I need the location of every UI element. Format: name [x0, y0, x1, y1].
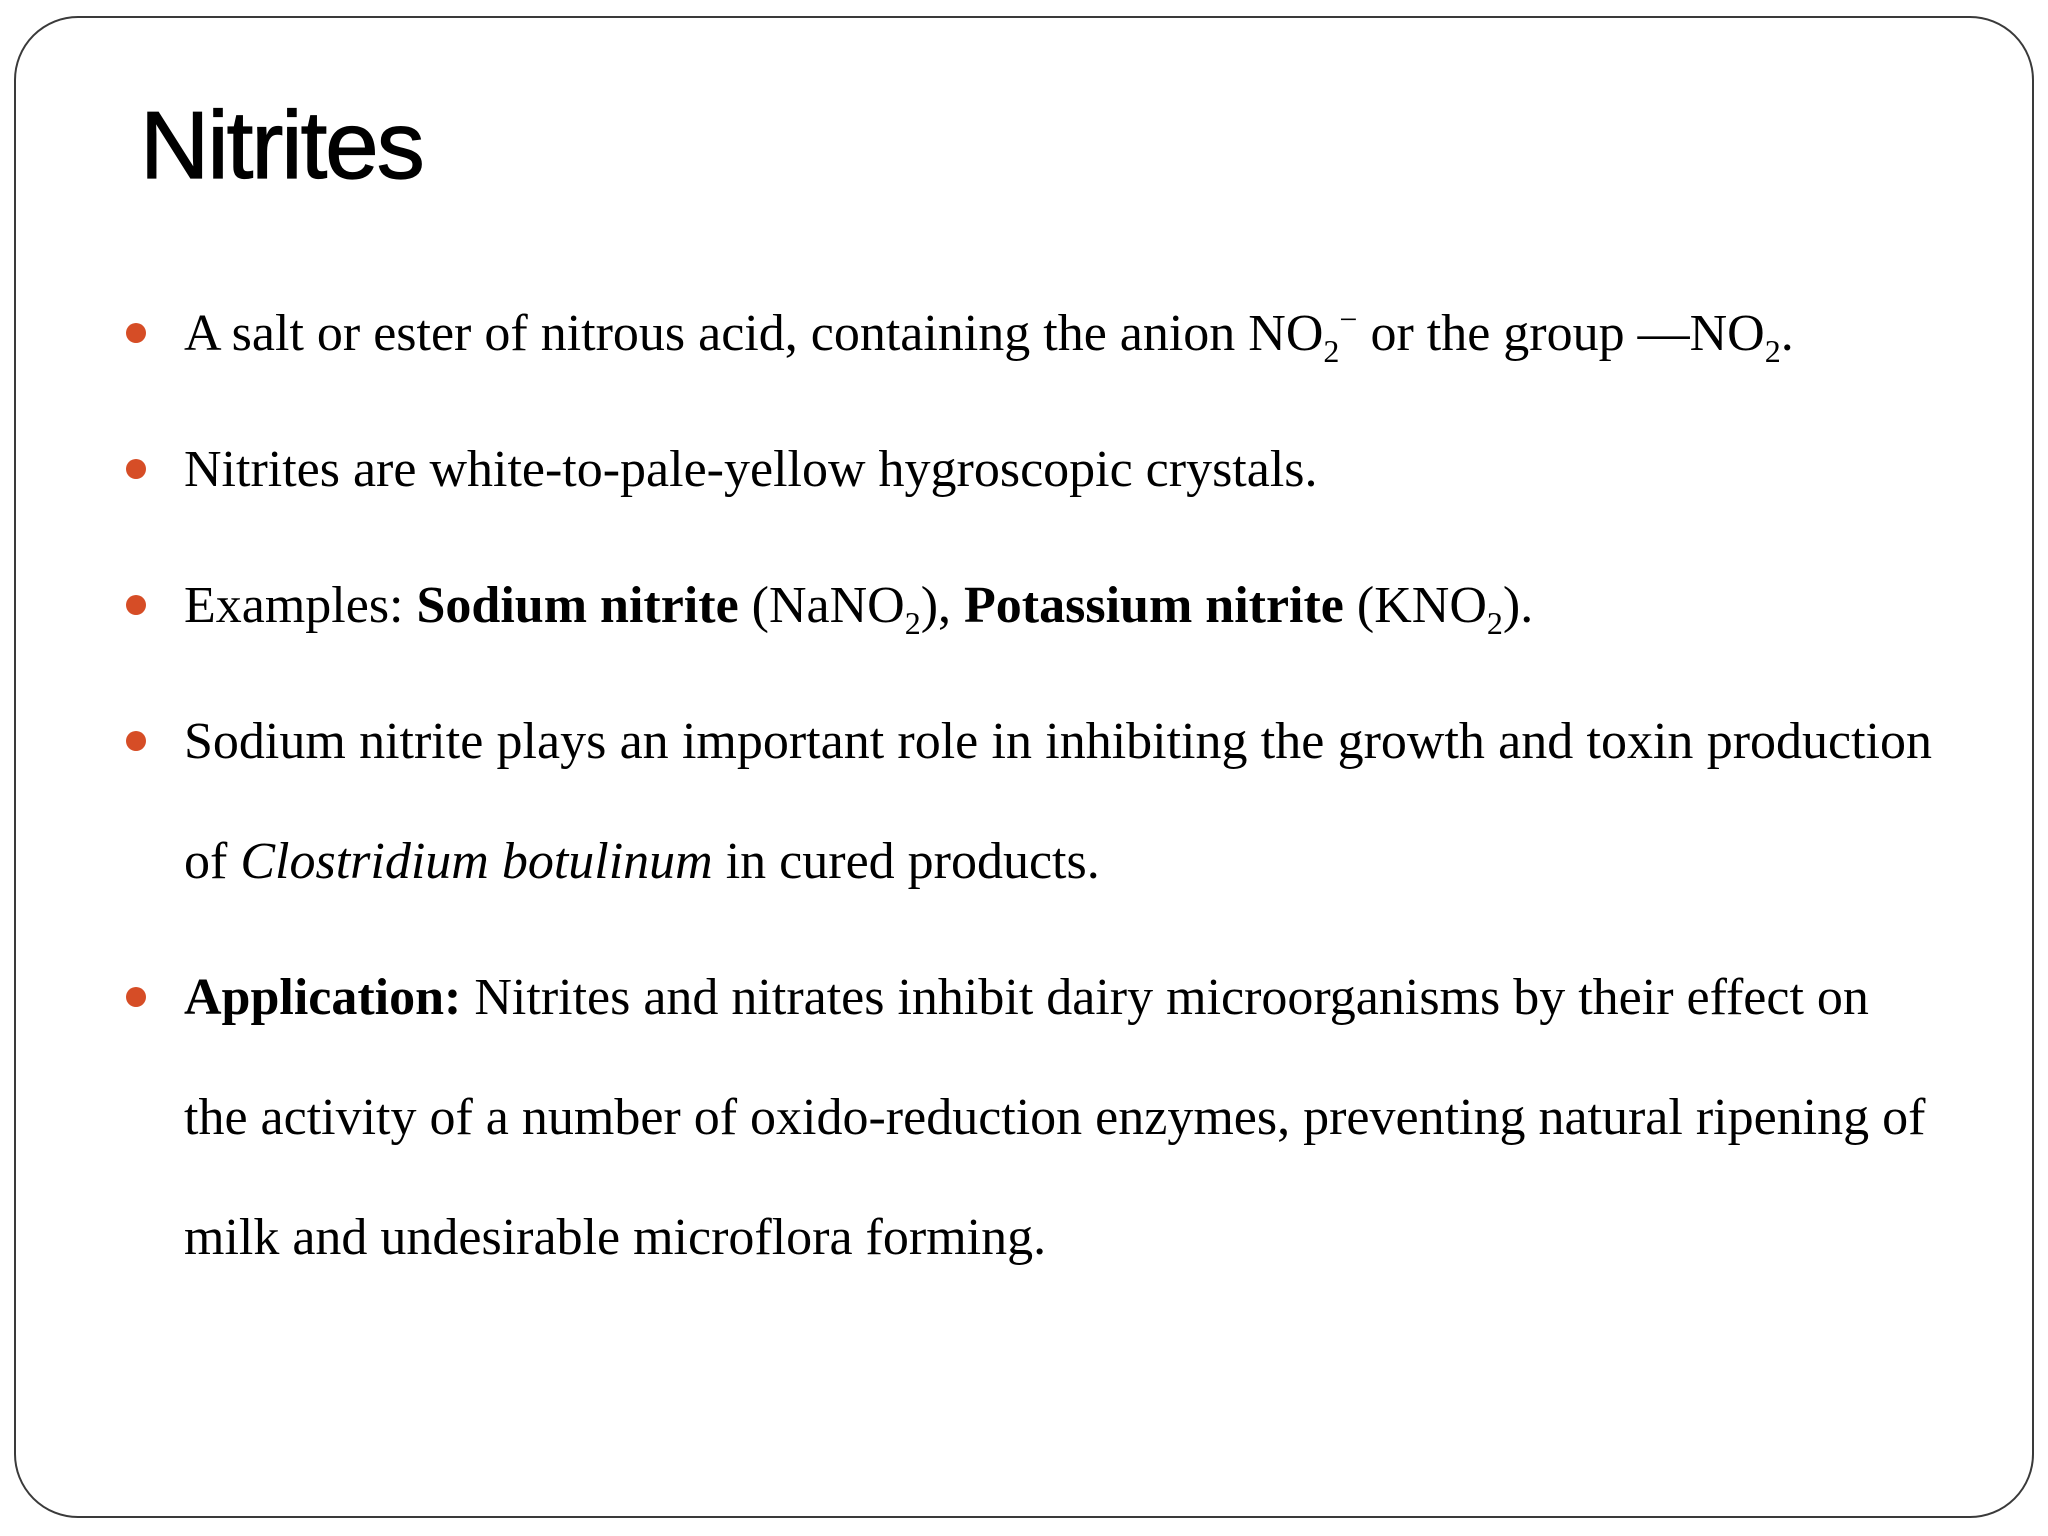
italic-term: Clostridium botulinum — [240, 833, 713, 890]
formula: (KNO — [1343, 577, 1487, 634]
bullet-examples — [124, 546, 1932, 666]
subscript: 2 — [904, 605, 921, 641]
formula: ). — [1502, 577, 1534, 634]
bullet-dot-icon — [126, 731, 146, 751]
bullet-text: in cured products. — [712, 833, 1100, 890]
bullet-text: Examples: — [184, 577, 417, 634]
bullet-text: or the group —NO — [1357, 305, 1765, 362]
subscript: 2 — [1486, 605, 1503, 641]
bullet-dot-icon — [126, 987, 146, 1007]
bullet-dot-icon — [126, 595, 146, 615]
bullet-text: . — [1780, 305, 1794, 362]
bullet-list — [124, 274, 1932, 1314]
superscript: − — [1339, 301, 1358, 337]
subscript: 2 — [1764, 333, 1781, 369]
bullet-dot-icon — [126, 459, 146, 479]
bullet-definition — [124, 274, 1932, 394]
subscript: 2 — [1323, 333, 1340, 369]
bold-term: Potassium nitrite — [964, 577, 1344, 634]
formula: (NaNO — [738, 577, 905, 634]
bullet-dot-icon — [126, 323, 146, 343]
bullet-text: Sodium nitrite plays an important role in inhibiting the growth and toxin production of — [184, 713, 1932, 890]
bullet-text: A salt or ester of nitrous acid, containing the anion NO — [184, 305, 1324, 362]
bold-term: Application: — [184, 969, 462, 1026]
bullet-role — [124, 682, 1932, 922]
slide-frame — [14, 16, 2034, 1518]
formula: ), — [920, 577, 965, 634]
bullet-appearance — [124, 410, 1932, 530]
bold-term: Sodium nitrite — [416, 577, 739, 634]
bullet-application — [124, 938, 1932, 1298]
bullet-text: Nitrites and nitrates inhibit dairy microorganisms by their effect on the activity of a number of oxido-reduction enzymes, preventing natural ripening of milk and undesirable microflora forming. — [184, 969, 1926, 1266]
slide-title: Nitrites — [140, 92, 423, 199]
bullet-text: Nitrites are white-to-pale-yellow hygroscopic crystals. — [184, 441, 1318, 498]
